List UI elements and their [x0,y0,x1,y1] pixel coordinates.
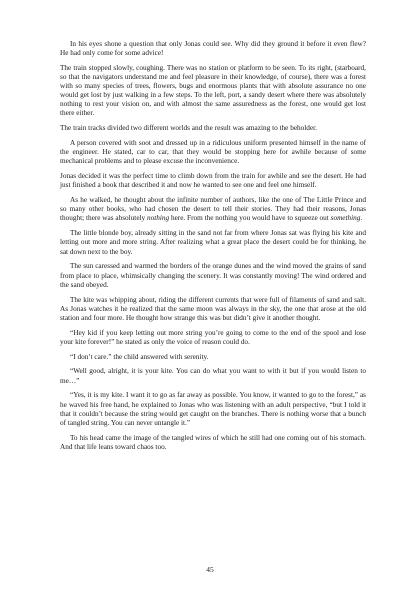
paragraph [60,391,366,427]
paragraph [60,329,366,347]
italic-text: nothing [146,214,170,223]
paragraph-text: The sun caressed and warmed the borders of the orange dunes and the wind moved the grains of sand from place to place, whimsically changing the scenery. It was constantly moving! The wind ordered and the sand obeyed. [60,262,366,289]
paragraph-text: . [360,214,363,223]
paragraph [60,172,366,190]
paragraph-text: The little blonde boy, already sitting in the sand not far from where Jonas sat was flying his kite and letting out more and more string. After realizing what a great place the desert could be for thinking, he sat down next to the boy. [60,229,366,256]
page-number: 45 [206,565,214,574]
paragraph [60,196,366,223]
paragraph [60,40,366,58]
paragraph [60,139,366,166]
paragraph-text: As he walked, he thought about the infinite number of authors, like the one of The Little Prince and so many other books, who had chosen the desert to tell their stories. They had their reasons, Jonas thought; there was absolutely [60,196,366,223]
paragraph-text: A person covered with soot and dressed up in a ridiculous uniform presented himself in the name of the engineer. He stated, car to car, that they would be stopping here for awhile because of some mechanical problems and to please excuse the inconvenience. [60,139,366,166]
paragraph [60,124,366,133]
paragraph [60,296,366,323]
paragraph-text: To his head came the image of the tangled wires of which he still had one coming out of his stomach. And that life leans toward chaos too. [60,433,366,451]
body-text [60,40,366,458]
paragraph-text: “I don’t care.” the child answered with serenity. [70,352,209,361]
paragraph [60,353,366,362]
paragraph-text: The train stopped slowly, coughing. There was no station or platform to be seen. To its right, (starboard, so that the navigators understand me and feel pleasure in their knowledge, of course), there was a forest with so many species of trees, flowers, bugs and enormous plants that with absolute assurance no one would get lost by just walking in a few steps. To the left, port, a sandy desert where there was absolutely nothing to rest your vision on, and with almost the same assuredness as the forest, one would get lost there either. [60,63,366,118]
paragraph-text: “Yes, it is my kite. I want it to go as far away as possible. You know, it wanted to go to the forest,” as he waved his free hand, he explained to Jonas who was listening with an adult perspective, “but I told it that it couldn’t because the string would get caught on the branches. There is nothing worse that a bunch of tangled string. You can never untangle it.” [60,391,366,427]
paragraph [60,64,366,119]
paragraph [60,367,366,385]
paragraph-text: “Hey kid if you keep letting out more string you’re going to come to the end of the spool and lose your kite forever!” he stated as only the voice of reason could do. [60,328,366,346]
paragraph-text: here. From the nothing you would have to squeeze out [169,214,331,223]
paragraph [60,434,366,452]
italic-text: something [330,214,361,223]
paragraph [60,262,366,289]
paragraph-text: Jonas decided it was the perfect time to climb down from the train for awhile and see the desert. He had just finished a book that described it and now he wanted to see one and feel one himself. [60,172,366,190]
paragraph [60,229,366,256]
paragraph-text: “Well good, alright, it is your kite. You can do what you want to with it but if you would listen to me…” [60,367,366,385]
paragraph-text: In his eyes shone a question that only Jonas could see. Why did they ground it before it even flew? He had only come for some advice! [60,40,366,58]
paragraph-text: The train tracks divided two different worlds and the result was amazing to the beholder. [60,124,317,133]
paragraph-text: The kite was whipping about, riding the different currents that were full of filaments of sand and salt. As Jonas watches it he realized that the same moon was always in the sky, the one that arose at the old station and four more. He thought how strange this was but didn’t give it another thought. [60,295,366,322]
